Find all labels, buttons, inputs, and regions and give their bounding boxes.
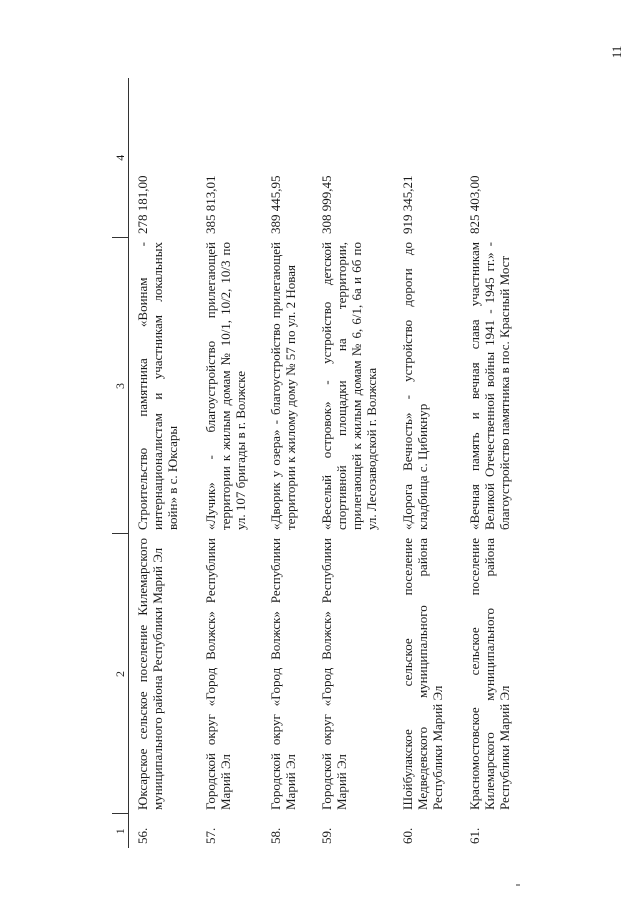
scan-speck bbox=[516, 884, 520, 886]
header-col-2: 2 bbox=[112, 534, 129, 814]
amount: 278 181,00 bbox=[135, 175, 150, 234]
municipality-name: Городской округ «Город Волжск» Республики Марий Эл bbox=[203, 538, 233, 810]
municipality-name: Красномостовское сельское поселение Килемарского муниципального района Республики Марий Эл bbox=[467, 538, 512, 810]
amount: 389 445,95 bbox=[268, 175, 283, 234]
row-number: 56. bbox=[135, 827, 150, 844]
rotated-table-container bbox=[112, 78, 574, 848]
row-number: 60. bbox=[400, 827, 415, 844]
project-description: Строительство памятника «Воинам - интернационалистам и участникам локальных войн» в с. Юксары bbox=[135, 242, 180, 530]
amount: 919 345,21 bbox=[400, 175, 415, 234]
row-number: 59. bbox=[319, 827, 334, 844]
amount: 385 813,01 bbox=[203, 175, 218, 234]
amount: 308 999,45 bbox=[319, 175, 334, 234]
project-description: «Дорога Вечность» - устройство дороги до кладбища с. Цибикнур bbox=[400, 242, 430, 530]
amount: 825 403,00 bbox=[467, 175, 482, 234]
table-row bbox=[197, 78, 262, 848]
table-row bbox=[262, 78, 313, 848]
page-number: 11 bbox=[609, 45, 624, 59]
table-header bbox=[112, 78, 129, 848]
table-body bbox=[129, 78, 534, 848]
project-description: «Лучик» - благоустройство прилегающей территории к жилым домам № 10/1, 10/2, 10/3 по ул. 107 бригады в г. Волжске bbox=[203, 242, 248, 530]
municipality-name: Шойбулакское сельское поселение Медведевского муниципального района Республики Марий Эл bbox=[400, 538, 445, 810]
header-col-4: 4 bbox=[112, 78, 129, 238]
project-description: «Вечная память и вечная слава участникам Великой Отечественной войны 1941 - 1945 гг.» - благоустройство памятника в пос. Красный Мост bbox=[467, 242, 512, 530]
objects-table bbox=[112, 78, 533, 848]
table-row bbox=[129, 78, 198, 848]
municipality-name: Городской округ «Город Волжск» Республики Марий Эл bbox=[319, 538, 349, 810]
row-number: 57. bbox=[203, 827, 218, 844]
project-description: «Дворик у озера» - благоустройство прилегающей территории к жилому дому № 57 по ул. 2 Новая bbox=[268, 242, 298, 530]
municipality-name: Городской округ «Город Волжск» Республики Марий Эл bbox=[268, 538, 298, 810]
header-col-1: 1 bbox=[112, 814, 129, 848]
table-row bbox=[313, 78, 394, 848]
row-number: 58. bbox=[268, 827, 283, 844]
municipality-name: Юксарское сельское поселение Килемарского муниципального района Республики Марий Эл bbox=[135, 538, 165, 810]
header-col-3: 3 bbox=[112, 238, 129, 534]
project-description: «Веселый островок» - устройство детской спортивной площадки на территории, прилегающей к жилым домам № 6, 6/1, 6а и 6б по ул. Лесозаводской г. Волжска bbox=[319, 242, 379, 530]
row-number: 61. bbox=[467, 827, 482, 844]
table-row bbox=[394, 78, 461, 848]
table-row bbox=[461, 78, 533, 848]
